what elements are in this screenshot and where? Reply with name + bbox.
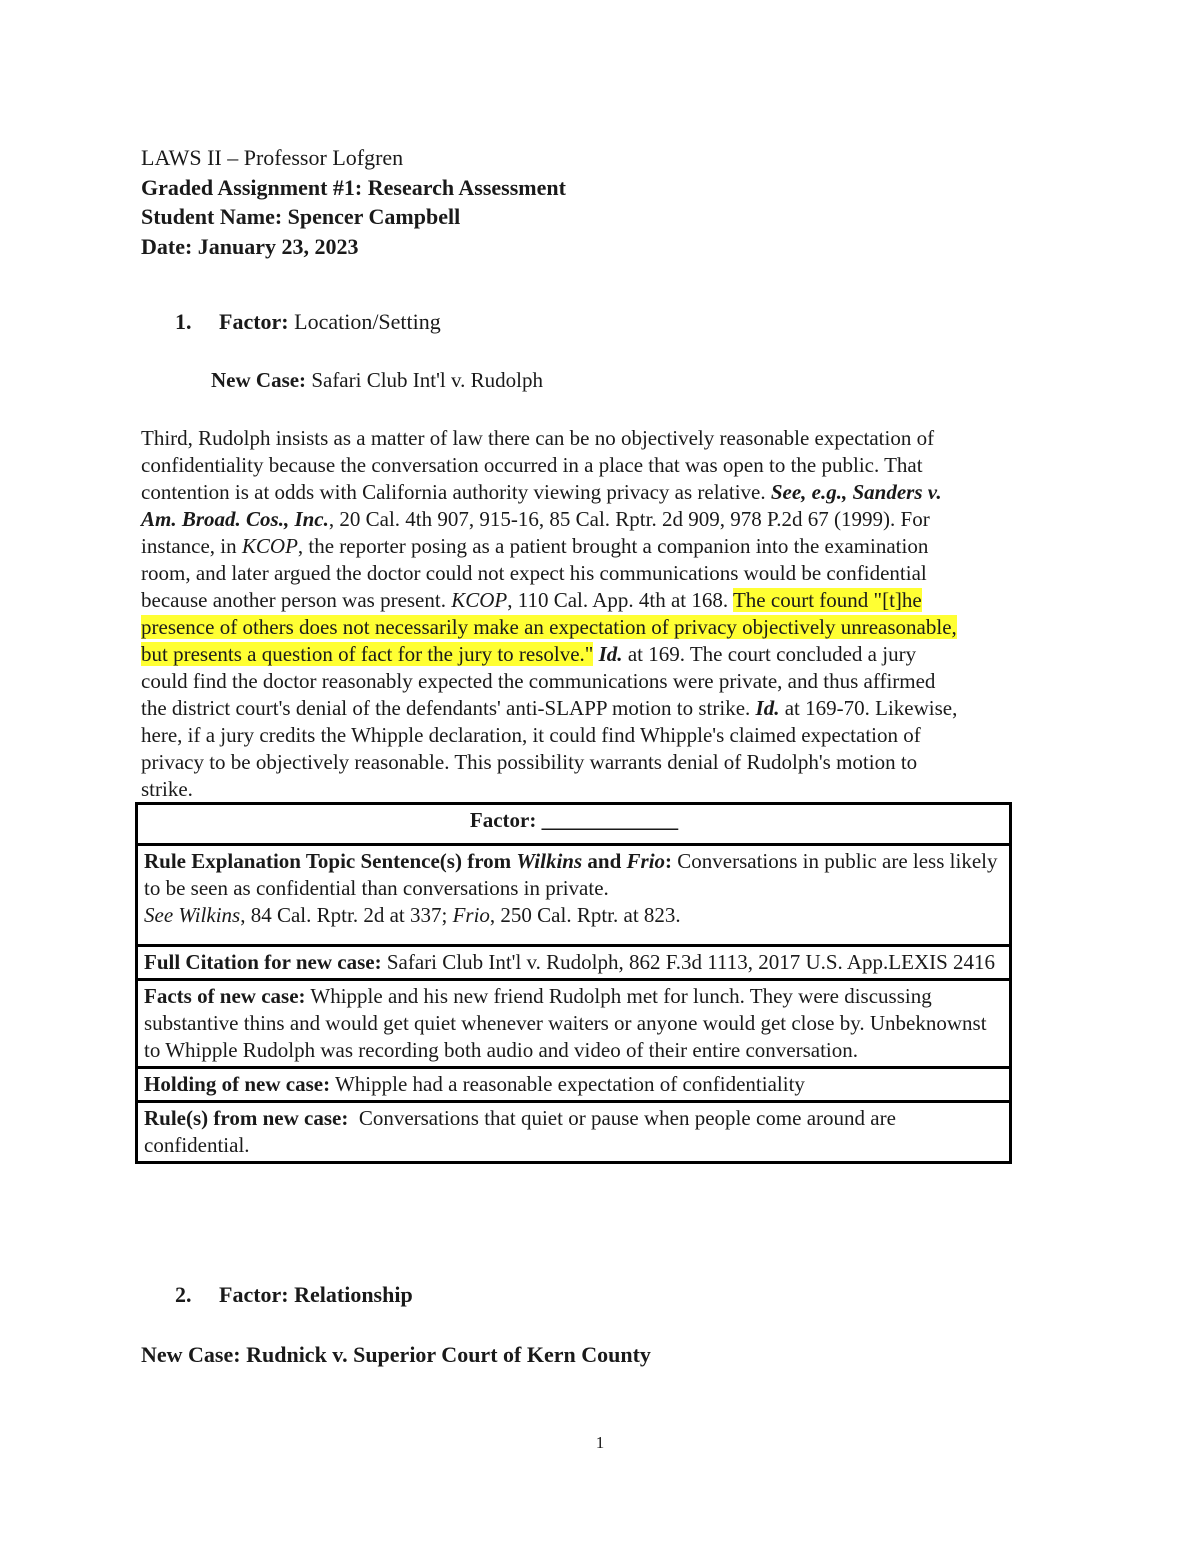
rule-explanation-cell — [137, 845, 1011, 946]
paragraph-line — [141, 533, 1071, 560]
case-citation: See, e.g., Sanders v. — [770, 480, 942, 504]
rule-explanation-label: Rule Explanation Topic Sentence(s) from — [144, 849, 517, 873]
document-header — [141, 143, 566, 261]
facts-cell — [137, 980, 1011, 1068]
highlighted-text: The court found "[t]he — [732, 588, 922, 612]
paragraph-line — [141, 479, 1071, 506]
new-case-label: New Case: — [141, 1342, 241, 1367]
section-1-heading — [175, 309, 441, 335]
case-name: Wilkins — [516, 849, 583, 873]
paragraph-line: privacy to be objectively reasonable. This possibility warrants denial of Rudolph's motion to — [141, 750, 918, 774]
table-row — [137, 1068, 1011, 1102]
highlighted-text: but presents a question of fact for the jury to resolve." — [141, 642, 594, 666]
paragraph-line: confidentiality because the conversation occurred in a place that was open to the public. That — [141, 453, 923, 477]
full-citation-text: Safari Club Int'l v. Rudolph, 862 F.3d 1113, 2017 U.S. App.LEXIS 2416 — [381, 950, 996, 974]
rule-explanation-label: : — [665, 849, 673, 873]
paragraph-line: could find the doctor reasonably expected the communications were private, and thus affirmed — [141, 669, 936, 693]
highlighted-text: presence of others does not necessarily make an expectation of privacy objectively unreasonable, — [141, 615, 957, 639]
section-2-heading — [175, 1282, 413, 1308]
holding-cell — [137, 1068, 1011, 1102]
page-number: 1 — [595, 1433, 605, 1452]
section-1-factor-label: Factor: — [219, 309, 289, 334]
rule-explanation-text: Conversations in public are less likely to be seen as confidential than conversations in private. — [144, 849, 998, 900]
new-case-value: Safari Club Int'l v. Rudolph — [306, 368, 543, 392]
case-citation: KCOP — [451, 588, 508, 612]
student-name: Student Name: Spencer Campbell — [141, 204, 461, 229]
paragraph-text: instance, in — [141, 534, 242, 558]
paragraph-line: here, if a jury credits the Whipple declaration, it could find Whipple's claimed expectation of — [141, 723, 921, 747]
section-1-new-case — [211, 368, 543, 393]
paragraph-text: at 169. The court concluded a jury — [622, 642, 917, 666]
full-citation-label: Full Citation for new case: — [144, 950, 382, 974]
section-1-number: 1. — [175, 309, 192, 334]
citation-text: , 84 Cal. Rptr. 2d at 337; — [240, 903, 453, 927]
section-1-factor-value: Location/Setting — [288, 309, 441, 334]
case-citation: Frio — [452, 903, 490, 927]
paragraph-text: the district court's denial of the defendants' anti-SLAPP motion to strike. — [141, 696, 756, 720]
table-row — [137, 980, 1011, 1068]
paragraph-line: strike. — [141, 777, 193, 801]
case-citation: Id. — [755, 696, 780, 720]
factor-analysis-table — [135, 802, 1012, 1164]
assignment-date: Date: January 23, 2023 — [141, 233, 359, 259]
paragraph-text: , 110 Cal. App. 4th at 168. — [507, 588, 733, 612]
paragraph-line: room, and later argued the doctor could not expect his communications would be confidential — [141, 561, 927, 585]
paragraph-line — [141, 614, 1071, 641]
section-2-new-case — [141, 1342, 651, 1368]
rules-text: Conversations that quiet or pause when people come around are confidential. — [144, 1106, 902, 1157]
new-case-label: New Case: — [211, 368, 307, 392]
section-2-number: 2. — [175, 1282, 192, 1307]
facts-text: Whipple and his new friend Rudolph met for lunch. They were discussing substantive thins and would get quiet whenever waiters or anyone would get close by. Unbeknownst to Whipple Rudolph was recording both audio and video of their entire conversation. — [144, 984, 987, 1062]
rules-cell — [137, 1102, 1011, 1163]
facts-label: Facts of new case: — [144, 984, 306, 1008]
citation-text: , 250 Cal. Rptr. at 823. — [489, 903, 681, 927]
paragraph-text: , the reporter posing as a patient brought a companion into the examination — [297, 534, 929, 558]
paragraph-line — [141, 641, 1071, 668]
paragraph-text: contention is at odds with California authority viewing privacy as relative. — [141, 480, 771, 504]
paragraph-line — [141, 587, 1071, 614]
factor-header-cell: Factor: _____________ — [137, 804, 1011, 845]
assignment-title: Graded Assignment #1: Research Assessment — [141, 174, 566, 200]
course-title: LAWS II – Professor Lofgren — [141, 145, 404, 170]
case-citation: Am. Broad. Cos., Inc. — [141, 507, 329, 531]
paragraph-text: because another person was present. — [141, 588, 452, 612]
case-citation: See Wilkins — [144, 903, 241, 927]
rules-label: Rule(s) from new case: — [144, 1106, 349, 1130]
case-excerpt-paragraph — [141, 425, 1071, 803]
case-citation: Id. — [593, 642, 623, 666]
full-citation-cell — [137, 946, 1011, 980]
rule-explanation-label: and — [582, 849, 627, 873]
table-row — [137, 946, 1011, 980]
holding-label: Holding of new case: — [144, 1072, 331, 1096]
paragraph-text: at 169-70. Likewise, — [779, 696, 958, 720]
table-row — [137, 845, 1011, 946]
table-row — [137, 1102, 1011, 1163]
paragraph-line — [141, 506, 1071, 533]
holding-text: Whipple had a reasonable expectation of confidentiality — [330, 1072, 805, 1096]
table-row — [137, 804, 1011, 845]
case-name: Frio — [626, 849, 666, 873]
paragraph-text: , 20 Cal. 4th 907, 915-16, 85 Cal. Rptr. 2d 909, 978 P.2d 67 (1999). For — [328, 507, 930, 531]
new-case-value: Rudnick v. Superior Court of Kern County — [240, 1342, 651, 1367]
paragraph-line — [141, 695, 1071, 722]
section-2-factor: Factor: Relationship — [219, 1282, 413, 1307]
paragraph-line: Third, Rudolph insists as a matter of law there can be no objectively reasonable expectation of — [141, 426, 935, 450]
case-citation: KCOP — [241, 534, 298, 558]
